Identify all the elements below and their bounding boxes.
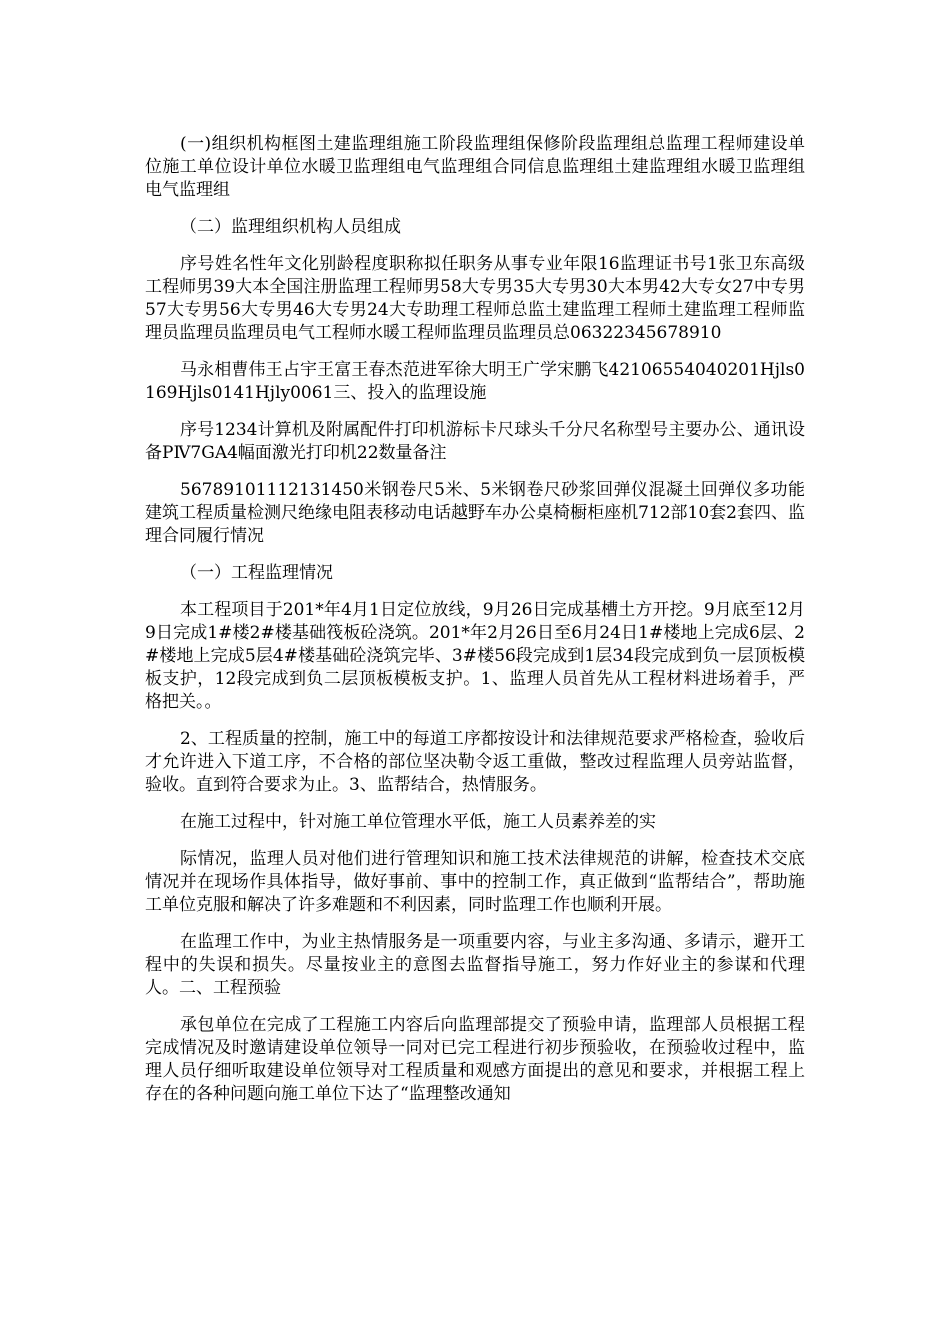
paragraph-pre-acceptance: 承包单位在完成了工程施工内容后向监理部提交了预验申请，监理部人员根据工程完成情况及时邀请建设单位领导一同对已完工程进行初步预验收，在预验收过程中，监理人员仔细听取建设单位领导对工程质量和观感方面提出的意见和要求，并根据工程上存在的各种问题向施工单位下达了“监理整改通知 — [145, 1015, 805, 1104]
paragraph-project-progress: 本工程项目于201*年4月1日定位放线，9月26日完成基槽土方开挖。9月底至12月9日完成1#楼2#楼基础筏板砼浇筑。201*年2月26日至6月24日1#楼地上完成6层、2#楼地上完成5层4#楼基础砼浇筑完毕、3#楼56段完成到1层34段完成到负一层顶板模板支护，12段完成到负二层顶板模板支护。1、监理人员首先从工程材料进场着手，严格把关。。 — [145, 600, 805, 712]
paragraph-supervision-heading: （一）工程监理情况 — [180, 563, 333, 583]
paragraph-equipment-list: 56789101112131450米钢卷尺5米、5米钢卷尺砂浆回弹仪混凝土回弹仪多功能建筑工程质量检测尺绝缘电阻表移动电话越野车办公桌椅橱柜座机712部10套2套四、监理合同履行情况 — [145, 480, 805, 546]
paragraph-staff-heading: （二）监理组织机构人员组成 — [180, 217, 401, 237]
paragraph-owner-service: 在监理工作中，为业主热情服务是一项重要内容，与业主多沟通、多请示，避开工程中的失误和损失。尽量按业主的意图去监督指导施工，努力作好业主的参谋和代理人。二、工程预验 — [145, 932, 805, 998]
paragraph-equipment-table: 序号1234计算机及附属配件打印机游标卡尺球头千分尺名称型号主要办公、通讯设备PⅣ7GA4幅面激光打印机22数量备注 — [145, 420, 805, 463]
paragraph-staff-names: 马永相曹伟王占宇王富王春杰范进军徐大明王广学宋鹏飞42106554040201Hjls0169Hjls0141Hjly0061三、投入的监理设施 — [145, 360, 805, 403]
paragraph-actual-situation: 际情况，监理人员对他们进行管理知识和施工技术法律规范的讲解，检查技术交底情况并在现场作具体指导，做好事前、事中的控制工作，真正做到“监帮结合”，帮助施工单位克服和解决了许多难题和不利因素，同时监理工作也顺利开展。 — [145, 849, 805, 915]
paragraph-org-chart: (一)组织机构框图土建监理组施工阶段监理组保修阶段监理组总监理工程师建设单位施工单位设计单位水暖卫监理组电气监理组合同信息监理组土建监理组水暖卫监理组电气监理组 — [145, 134, 805, 200]
paragraph-quality-control: 2、工程质量的控制，施工中的每道工序都按设计和法律规范要求严格检查，验收后才允许进入下道工序，不合格的部位坚决勒令返工重做，整改过程监理人员旁站监督，验收。直到符合要求为止。3、监帮结合，热情服务。 — [145, 729, 805, 795]
paragraph-construction-process: 在施工过程中，针对施工单位管理水平低，施工人员素养差的实 — [180, 812, 656, 832]
paragraph-staff-table: 序号姓名性年文化别龄程度职称拟任职务从事专业年限16监理证书号1张卫东高级工程师男39大本全国注册监理工程师男58大专男35大专男30大本男42大专女27中专男57大专男56大专男46大专男24大专助理工程师总监土建监理工程师土建监理工程师监理员监理员监理员电气工程师水暖工程师监理员监理员总06322345678910 — [145, 254, 805, 343]
